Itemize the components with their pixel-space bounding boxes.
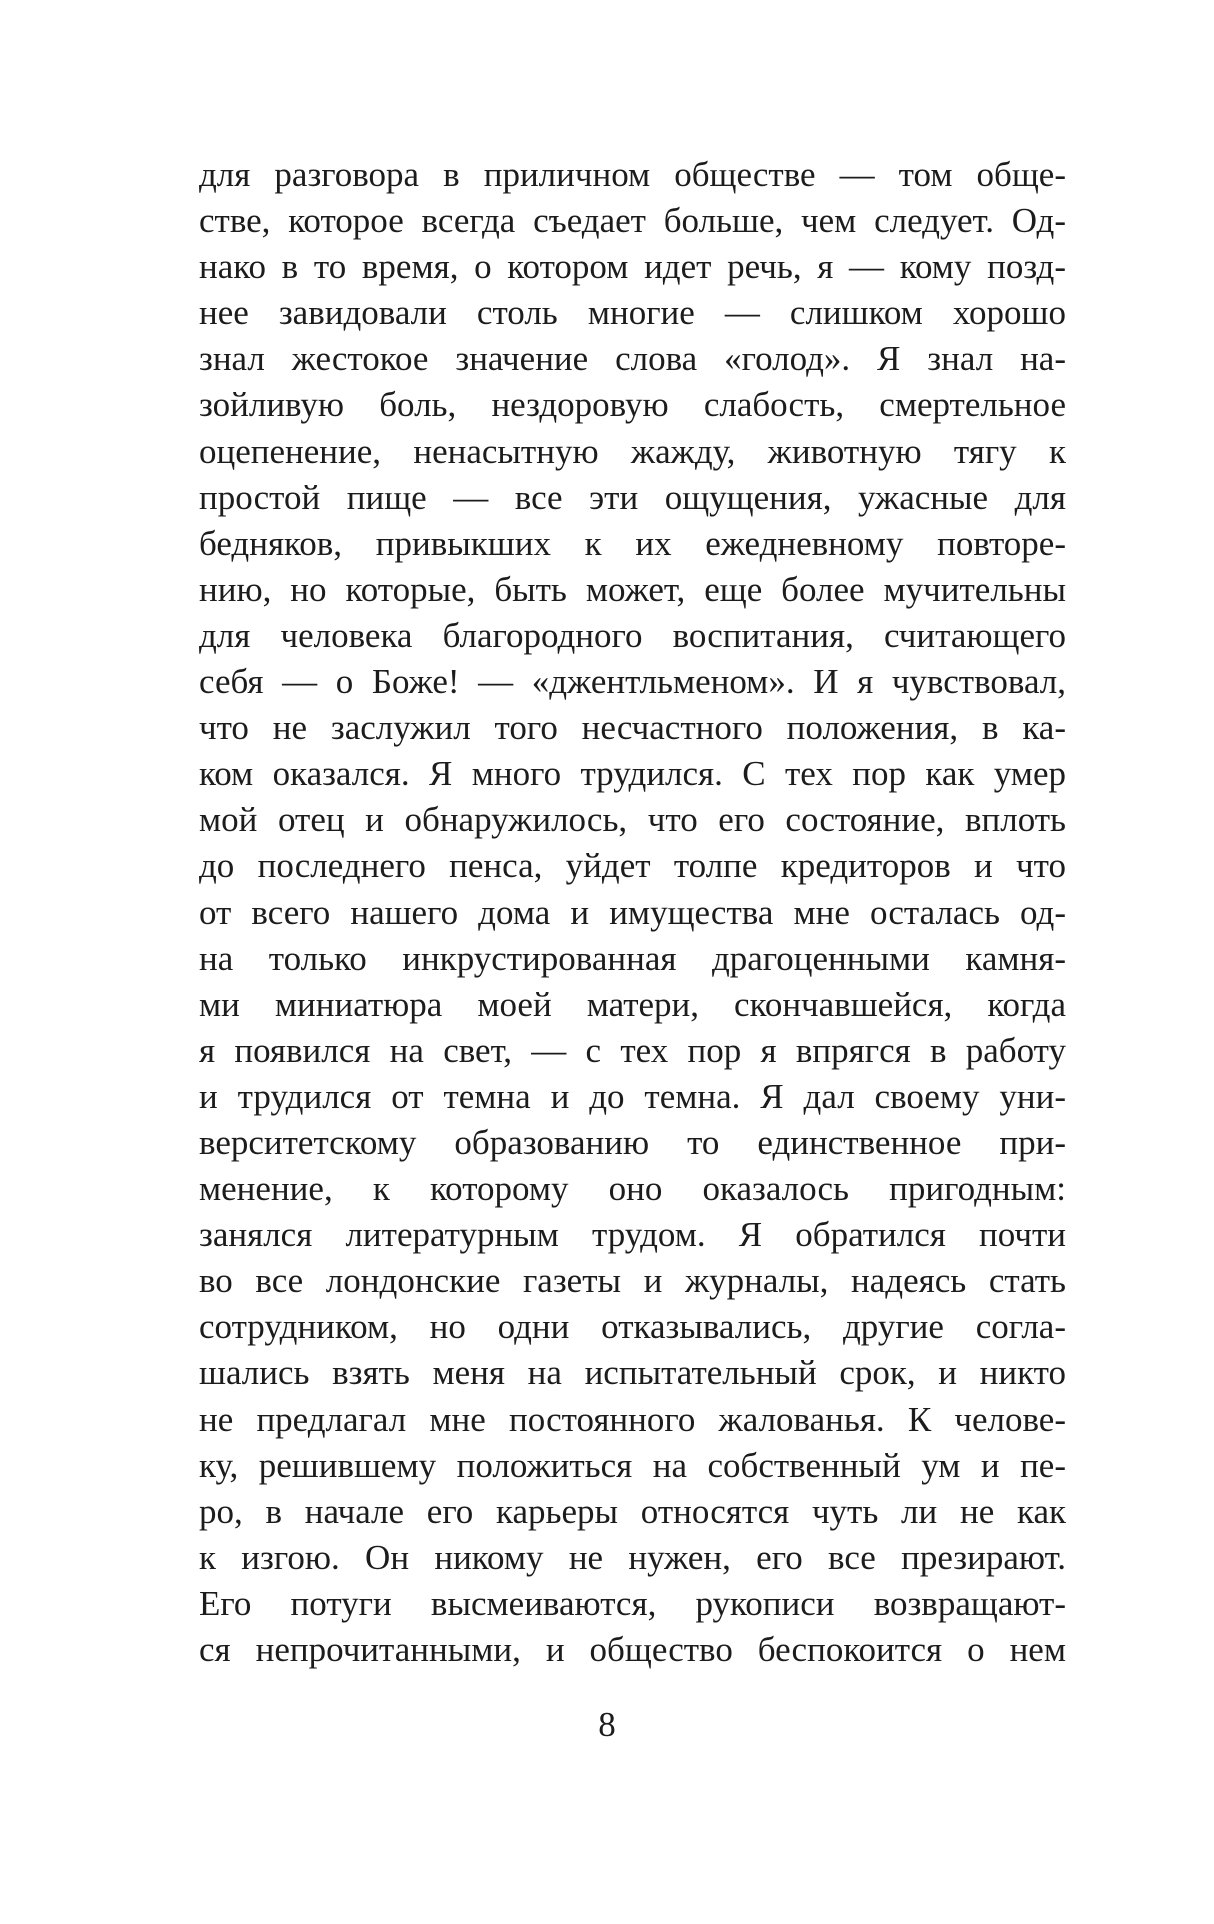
text-line: ку, решившему положиться на собственный ум и пе- [199,1445,1066,1485]
text-line: Его потуги высмеиваются, рукописи возвращают- [199,1583,1066,1623]
text-line: ми миниатюра моей матери, скончавшейся, когда [199,984,1066,1024]
text-line: мой отец и обнаружилось, что его состояние, вплоть [199,800,1066,840]
text-line: что не заслужил того несчастного положения, в ка- [199,708,1066,748]
text-line: занялся литературным трудом. Я обратился почти [199,1215,1066,1255]
text-line: себя — о Боже! — «джентльменом». И я чувствовал, [199,662,1066,702]
text-line: на только инкрустированная драгоценными камня- [199,938,1066,978]
text-line: от всего нашего дома и имущества мне осталась од- [199,892,1066,932]
text-line: нее завидовали столь многие — слишком хорошо [199,293,1066,333]
text-line: не предлагал мне постоянного жалованья. К челове- [199,1399,1066,1439]
text-line: и трудился от темна и до темна. Я дал своему уни- [199,1076,1066,1116]
text-line: ро, в начале его карьеры относятся чуть ли не как [199,1491,1066,1531]
text-line: во все лондонские газеты и журналы, надеясь стать [199,1261,1066,1301]
text-line: сотрудником, но одни отказывались, другие согла- [199,1307,1066,1347]
body-text [199,152,1066,1673]
text-line: для человека благородного воспитания, считающего [199,615,1066,655]
text-line: оцепенение, ненасытную жажду, животную тягу к [199,431,1066,471]
text-line: бедняков, привыкших к их ежедневному повторе- [199,523,1066,563]
text-line: до последнего пенса, уйдет толпе кредиторов и что [199,846,1066,886]
text-line: шались взять меня на испытательный срок, и никто [199,1353,1066,1393]
text-line: верситетскому образованию то единственное при- [199,1122,1066,1162]
text-line: нию, но которые, быть может, еще более мучительны [199,569,1066,609]
text-line: нако в то время, о котором идет речь, я — кому позд- [199,247,1066,287]
text-line: знал жестокое значение слова «голод». Я знал на- [199,339,1066,379]
text-line: простой пище — все эти ощущения, ужасные для [199,477,1066,517]
page-number: 8 [598,1705,616,1744]
text-line: стве, которое всегда съедает больше, чем следует. Од- [199,201,1066,241]
text-line: ком оказался. Я много трудился. С тех пор как умер [199,754,1066,794]
text-line: я появился на свет, — с тех пор я впрягся в работу [199,1030,1066,1070]
text-line: менение, к которому оно оказалось пригодным: [199,1169,1066,1209]
text-line: зойливую боль, нездоровую слабость, смертельное [199,385,1066,425]
text-line: к изгою. Он никому не нужен, его все презирают. [199,1537,1066,1577]
text-line: для разговора в приличном обществе — том обще- [199,155,1066,194]
text-line: ся непрочитанными, и общество беспокоится о нем [199,1630,1066,1669]
